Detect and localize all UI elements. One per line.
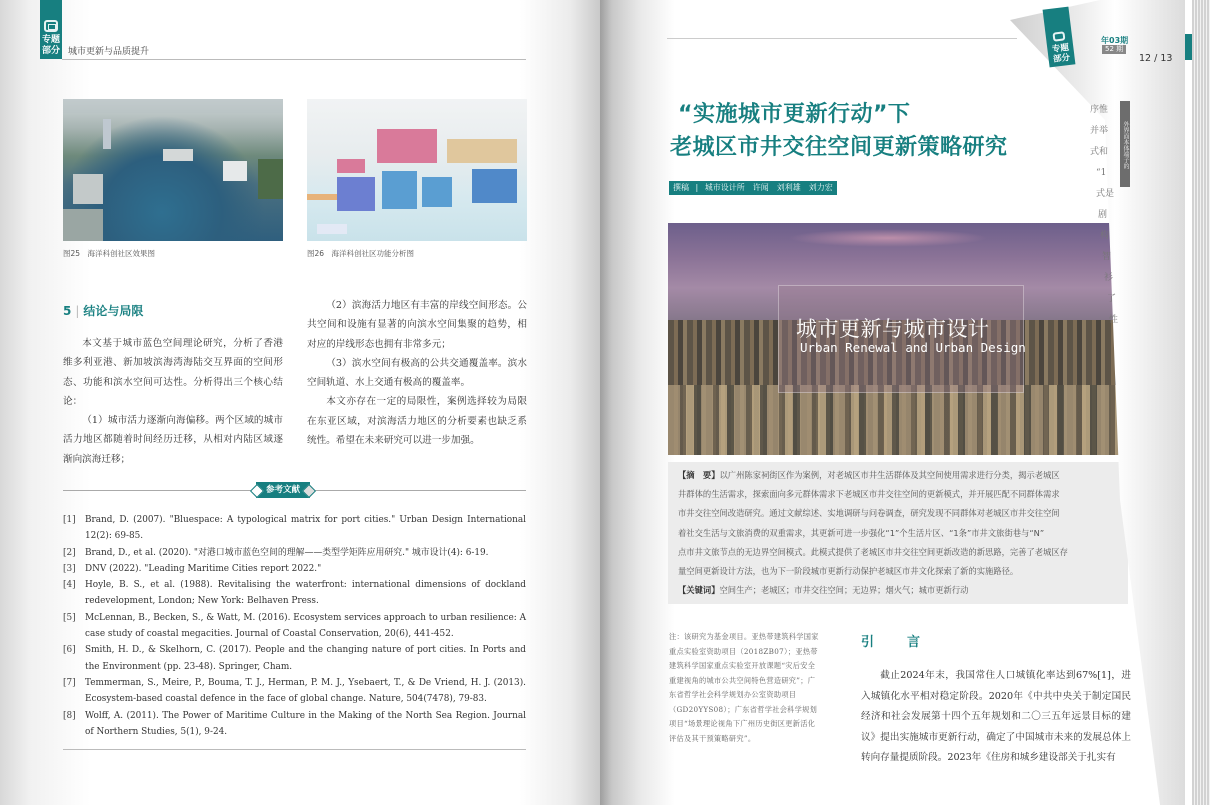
footer-divider: [63, 749, 526, 750]
reference-number: [1]: [63, 515, 76, 525]
reference-text: McLennan, B., Becken, S., & Watt, M. (2016). Ecosystem services approach to urban resilience: A case study of coastal megacities. Journal of Coastal Conservation, 20(6), 441-452.: [85, 612, 526, 640]
reference-number: [4]: [63, 580, 76, 591]
article-title-line1: “实施城市更新行动”下: [678, 102, 911, 127]
body-column-b: [307, 296, 527, 450]
cloud: [788, 229, 988, 247]
hero-title-en: Urban Renewal and Urban Design: [800, 340, 1026, 355]
reference-text: Wolff, A. (2011). The Power of Maritime Culture in the Making of the North Sea Region. Journal of Northern Studies, 5(1), 9-24.: [85, 710, 526, 737]
reference-item: [63, 512, 526, 545]
figure-25-rendering: [63, 99, 283, 241]
abstract-line: 井群体的生活需求，探索面向多元群体需求下老城区市井交往空间的更新模式，并开展匹配不同群体需求: [678, 489, 1060, 500]
keywords-text: 空间生产；老城区；市井交往空间；无边界；烟火气；城市更新行动: [719, 585, 969, 596]
reference-number: [5]: [63, 612, 76, 623]
abstract-line: 市井交往空间改造研究。通过文献综述、实地调研与问卷调查，研究发现不同群体对老城区市井交往空间: [678, 508, 1060, 519]
keywords-label: 【关键词】: [678, 585, 720, 596]
reference-number: [8]: [63, 710, 76, 721]
reference-text: DNV (2022). "Leading Maritime Cities report 2022.": [85, 563, 322, 574]
flap-char: 序惟: [1090, 105, 1109, 115]
keywords-line: [678, 581, 1118, 600]
figure-26-function-diagram: [307, 99, 527, 241]
running-head: 城市更新与品质提升: [68, 47, 150, 57]
header-divider-right: [667, 38, 1017, 39]
article-title-line2: 老城区市井交往空间更新策略研究: [670, 135, 1008, 160]
figure-26-caption: 图26 海洋科创社区功能分析图: [307, 249, 415, 258]
paragraph: （1）城市活力逐渐向海偏移。两个区域的城市活力地区都随着时间经历迁移，从相对内陆区域逐渐向滨海迁移；: [63, 415, 283, 465]
byline: 撰稿 | 城市设计所 许闻 刘利雄 刘力宏: [669, 181, 837, 195]
intro-body: [861, 666, 1131, 769]
building-cube-icon: [1052, 31, 1065, 41]
flap-char: 剧: [1098, 210, 1108, 220]
abstract-text: 以广州陈家祠街区作为案例，对老城区市井生活群体及其空间使用需求进行分类，揭示老城区: [719, 470, 1060, 480]
reference-text: Hoyle, B. S., et al. (1988). Revitalising the waterfront: international dimensions of dockland redevelopment, London; New York: Belhaven Press.: [85, 580, 526, 607]
flap-char: 构: [1100, 231, 1110, 241]
section-tab-line1: 专题: [41, 35, 60, 45]
issue-year: 年03期: [1101, 36, 1129, 45]
abstract-line: [678, 466, 1118, 485]
funding-footnote: 注：该研究为基金项目。亚热带建筑科学国家重点实验室资助项目（2018ZB07）；亚热带建筑科学国家重点实验室开放课题“灾后安全重建视角的城市公共空间特色营造研究”；广东省哲学社会科学规划办公室资助项目（GD20YYS08）；广东省哲学社会科学规划项目“场景理论视角下广州历史街区更新活化评估及其干预策略研究”。: [669, 632, 819, 743]
reference-text: Temmerman, S., Meire, P., Bouma, T. J., Herman, P. M. J., Ysebaert, T., & De Vriend, H. J. (2013). Ecosystem-based coastal defence in the face of global change. Nature, 504(7478), 79-83.: [85, 677, 526, 705]
page-indicator: 12 / 13: [1139, 53, 1173, 64]
paragraph: 截止2024年末，我国常住人口城镇化率达到67%[1]，进入城镇化水平相对稳定阶段。2020年《中共中央关于制定国民经济和社会发展第十四个五年规划和二〇三五年远景目标的建议》提出实施城市更新行动，确定了中国城市未来的发展总体上转向存量提质阶段。2023年《住房和城乡建设部关于扎实有: [861, 670, 1131, 763]
reference-text: Brand, D., et al. (2020). "对港口城市蓝色空间的理解——类型学矩阵应用研究." 城市设计(4): 6-19.: [85, 547, 489, 558]
body-column-a: [63, 334, 283, 469]
flap-char: 智: [1102, 252, 1112, 262]
header-divider: [62, 59, 526, 60]
figure-25-caption: 图25 海洋科创社区效果图: [63, 249, 156, 258]
reference-list: [63, 512, 526, 740]
city-foreground: [668, 385, 1128, 455]
reference-item: [63, 708, 526, 741]
flap-tab-line2: 部分: [1052, 52, 1071, 65]
hero-image-cityscape: [668, 223, 1128, 455]
flap-char: 了: [1107, 294, 1117, 304]
reference-number: [2]: [63, 547, 76, 558]
paragraph: 本文亦存在一定的局限性，案例选择较为局限在东亚区域，对滨海活力地区的分析要素也缺乏系统性。希望在未来研究可以进一步加强。: [307, 396, 527, 447]
abstract-label: 【摘 要】: [678, 470, 720, 480]
abstract-box: [668, 462, 1128, 604]
abstract-line: 量空间更新设计方法，也为下一阶段城市更新行动保护老城区市井文化探索了新的实施路径。: [678, 566, 1019, 577]
reference-number: [3]: [63, 563, 76, 574]
paragraph: （2）滨海活力地区有丰富的岸线空间形态。公共空间和设施有显著的向滨水空间集聚的趋势，相对应的岸线形态也拥有非常多元；: [307, 300, 527, 350]
side-bookmark-marker[interactable]: [1185, 34, 1192, 60]
flap-char: 衫: [1104, 273, 1114, 283]
reference-item: [63, 545, 526, 561]
flap-char: 式和: [1090, 147, 1109, 157]
reference-text: Brand, D. (2007). "Bluespace: A typological matrix for port cities." Urban Design International 12(2): 69-85.: [85, 515, 526, 542]
abstract-line: 点市井文旅节点的无边界空间模式。此模式提供了老城区市井交往空间更新改造的新思路，完善了老城区存: [678, 546, 1068, 557]
paragraph: （3）滨水空间有极高的公共交通覆盖率。滨水空间轨道、水上交通有极高的覆盖率。: [307, 357, 527, 389]
section-tab-line2: 部分: [41, 46, 60, 56]
flap-vertical-label: 外界面本体端子的: [1120, 101, 1130, 187]
flap-char: “1: [1096, 168, 1107, 178]
references-heading: 参考文献: [256, 482, 310, 498]
page-edges: [1192, 0, 1210, 805]
section-heading: [63, 302, 143, 319]
flap-tab-line1: 专题: [1051, 42, 1070, 55]
hero-title-zh: 城市更新与城市设计: [796, 317, 990, 341]
reference-number: [7]: [63, 677, 76, 688]
abstract-line: 着社交生活与文旅消费的双重需求，其更新可进一步强化“1”个生活片区、“1条”市井文旅街巷与“N”: [678, 527, 1045, 538]
heading-separator: |: [75, 304, 80, 318]
intro-heading: 引 言: [861, 635, 931, 650]
paragraph: 本文基于城市蓝色空间理论研究，分析了香港维多利亚港、新加坡滨海湾海陆交互界面的空间形态、功能和滨水空间可达性。分析得出三个核心结论：: [63, 338, 283, 407]
section-title: 结论与局限: [83, 304, 144, 318]
issue-number: 52 期: [1102, 45, 1126, 54]
building-cube-icon: [44, 20, 58, 32]
reference-item: [63, 610, 526, 643]
section-tab: [40, 0, 62, 59]
flap-char: 式是: [1096, 189, 1115, 199]
reference-item: [63, 561, 526, 577]
reference-item: [63, 577, 526, 610]
section-number: 5: [63, 304, 72, 318]
reference-number: [6]: [63, 645, 76, 656]
flap-text-fragments: [1090, 100, 1130, 331]
reference-text: Smith, H. D., & Skelhorn, C. (2017). People and the changing nature of port cities. In Ports and the Environment (pp. 23-48). Springer, Cham.: [85, 645, 526, 672]
reference-item: [63, 675, 526, 708]
flap-char: 并举: [1090, 126, 1109, 136]
reference-item: [63, 642, 526, 675]
flap-char: 性: [1109, 315, 1119, 325]
